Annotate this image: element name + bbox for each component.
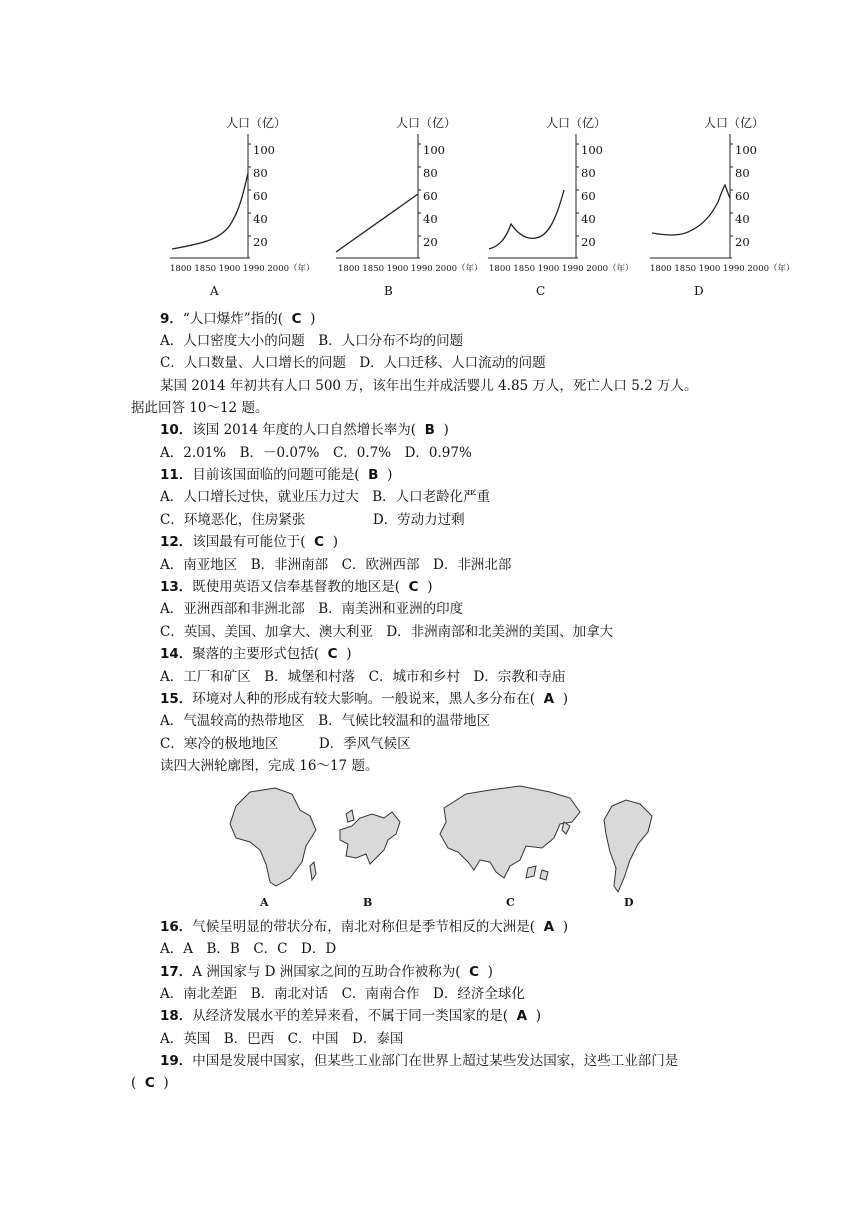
passage-line: 某国 2014 年初共有人口 500 万，该年出生并成活婴儿 4.85 万人，死亡人口 5.2 万人。 — [160, 378, 698, 394]
chart-a-letter: A — [210, 284, 219, 298]
chart-a-ytick: 40 — [253, 212, 268, 226]
chart-a-ytick: 100 — [253, 143, 275, 157]
option-line: A．英国 B．巴西 C．中国 D．泰国 — [160, 1031, 404, 1047]
answer: C — [469, 964, 480, 980]
chart-a-xtick: 1800 — [170, 264, 192, 274]
chart-d-xtick: 1900 — [698, 264, 721, 274]
chart-a-xtick: 1990 — [243, 264, 265, 274]
option-line: A．南亚地区 B．非洲南部 C．欧洲西部 D．非洲北部 — [160, 557, 512, 573]
answer: A — [543, 919, 555, 935]
chart-c-xtick: 1900 — [537, 264, 560, 274]
chart-b-xtick: 1850 — [362, 264, 384, 274]
chart-d — [640, 110, 795, 300]
chart-b-ytick: 40 — [423, 212, 438, 226]
map-label-a: A — [260, 896, 269, 909]
question-12: 12．该国最有可能位于( C ) — [160, 534, 338, 550]
question-19-answer: ( C ) — [131, 1075, 169, 1091]
chart-a-xtick: 1900 — [218, 264, 241, 274]
answer: B — [424, 422, 435, 438]
answer: C — [291, 311, 302, 327]
chart-a-ytick: 60 — [253, 189, 268, 203]
question-16: 16．气候呈明显的带状分布，南北对称但是季节相反的大洲是( A ) — [160, 919, 568, 935]
answer: B — [368, 467, 379, 483]
chart-b-ytick: 100 — [423, 143, 445, 157]
continent-outlines — [220, 782, 660, 912]
question-14: 14．聚落的主要形式包括( C ) — [160, 646, 352, 662]
chart-c-xtick: 2000（年） — [586, 264, 634, 274]
chart-b — [330, 110, 483, 300]
chart-c-ytick: 40 — [581, 212, 596, 226]
chart-a-ylabel: 人口（亿） — [226, 116, 287, 130]
answer: A — [516, 1008, 528, 1024]
chart-c-xtick: 1990 — [562, 264, 584, 274]
option-line: A．南北差距 B．南北对话 C．南南合作 D．经济全球化 — [160, 986, 525, 1002]
answer: C — [144, 1075, 155, 1091]
asia-outline — [440, 786, 580, 878]
question-10: 10．该国 2014 年度的人口自然增长率为( B ) — [160, 422, 449, 438]
chart-b-ylabel: 人口（亿） — [396, 116, 457, 130]
chart-b-xtick: 1990 — [411, 264, 433, 274]
question-11: 11．目前该国面临的问题可能是( B ) — [160, 467, 393, 483]
chart-d-xtick: 1990 — [723, 264, 745, 274]
answer: C — [408, 579, 419, 595]
chart-c — [480, 110, 634, 300]
population-charts — [160, 110, 795, 300]
chart-c-xtick: 1850 — [513, 264, 535, 274]
passage-line: 读四大洲轮廓图，完成 16～17 题。 — [160, 758, 379, 774]
option-line: A．A B．B C．C D．D — [160, 941, 337, 957]
chart-a-xtick: 1850 — [194, 264, 216, 274]
option-line: A．人口密度大小的问题 B．人口分布不均的问题 — [160, 333, 464, 349]
answer: C — [327, 646, 338, 662]
chart-d-xtick: 2000（年） — [747, 264, 795, 274]
chart-a-ytick: 20 — [253, 235, 268, 249]
chart-d-xtick: 1800 — [650, 264, 672, 274]
continent-map-svg — [220, 782, 660, 912]
option-line: C．英国、美国、加拿大、澳大利亚 D．非洲南部和北美洲的美国、加拿大 — [160, 624, 614, 640]
chart-d-ylabel: 人口（亿） — [704, 116, 765, 130]
chart-a-xtick: 2000（年） — [267, 264, 315, 274]
chart-d-ytick: 20 — [735, 235, 750, 249]
chart-c-ylabel: 人口（亿） — [546, 116, 607, 130]
chart-c-ytick: 80 — [581, 166, 596, 180]
passage-line: 据此回答 10～12 题。 — [131, 400, 269, 416]
chart-b-xtick: 1800 — [338, 264, 360, 274]
chart-c-xtick: 1800 — [489, 264, 511, 274]
question-17: 17．A 洲国家与 D 洲国家之间的互助合作被称为( C ) — [160, 964, 493, 980]
question-15: 15．环境对人种的形成有较大影响。一般说来，黑人多分布在( A ) — [160, 691, 568, 707]
chart-c-letter: C — [536, 284, 546, 298]
chart-c-ytick: 60 — [581, 189, 596, 203]
question-19: 19．中国是发展中国家，但某些工业部门在世界上超过某些发达国家，这些工业部门是 — [160, 1053, 679, 1069]
chart-b-ytick: 20 — [423, 235, 438, 249]
chart-d-ytick: 100 — [735, 143, 757, 157]
option-line: A．工厂和矿区 B．城堡和村落 C．城市和乡村 D．宗教和寺庙 — [160, 669, 566, 685]
map-label-d: D — [624, 896, 634, 909]
option-line: C．寒冷的极地地区 D．季风气候区 — [160, 736, 411, 752]
chart-b-ytick: 80 — [423, 166, 438, 180]
chart-a-ytick: 80 — [253, 166, 268, 180]
chart-a — [160, 110, 315, 300]
chart-d-ytick: 60 — [735, 189, 750, 203]
chart-d-xtick: 1850 — [674, 264, 696, 274]
option-line: A．亚洲西部和非洲北部 B．南美洲和亚洲的印度 — [160, 601, 464, 617]
question-9: 9．“人口爆炸”指的( C ) — [160, 311, 316, 327]
question-18: 18．从经济发展水平的差异来看，不属于同一类国家的是( A ) — [160, 1008, 541, 1024]
answer: A — [543, 691, 555, 707]
chart-b-ytick: 60 — [423, 189, 438, 203]
option-line: C．人口数量、人口增长的问题 D．人口迁移、人口流动的问题 — [160, 355, 546, 371]
answer: C — [314, 534, 325, 550]
africa-outline — [230, 788, 316, 886]
south-america-outline — [604, 800, 652, 892]
map-label-c: C — [506, 896, 515, 909]
map-label-b: B — [363, 896, 373, 909]
chart-b-letter: B — [384, 284, 393, 298]
chart-b-xtick: 1900 — [386, 264, 409, 274]
option-line: A．气温较高的热带地区 B．气候比较温和的温带地区 — [160, 713, 491, 729]
option-line: A．2.01% B．－0.07% C．0.7% D．0.97% — [160, 445, 472, 461]
chart-d-ytick: 40 — [735, 212, 750, 226]
question-13: 13．既使用英语又信奉基督教的地区是( C ) — [160, 579, 433, 595]
option-line: C．环境恶化，住房紧张 D．劳动力过剩 — [160, 512, 465, 528]
chart-d-ytick: 80 — [735, 166, 750, 180]
option-line: A．人口增长过快，就业压力过大 B．人口老龄化严重 — [160, 489, 491, 505]
chart-b-xtick: 2000（年） — [435, 264, 483, 274]
chart-d-letter: D — [694, 284, 704, 298]
chart-c-ytick: 100 — [581, 143, 603, 157]
chart-c-ytick: 20 — [581, 235, 596, 249]
